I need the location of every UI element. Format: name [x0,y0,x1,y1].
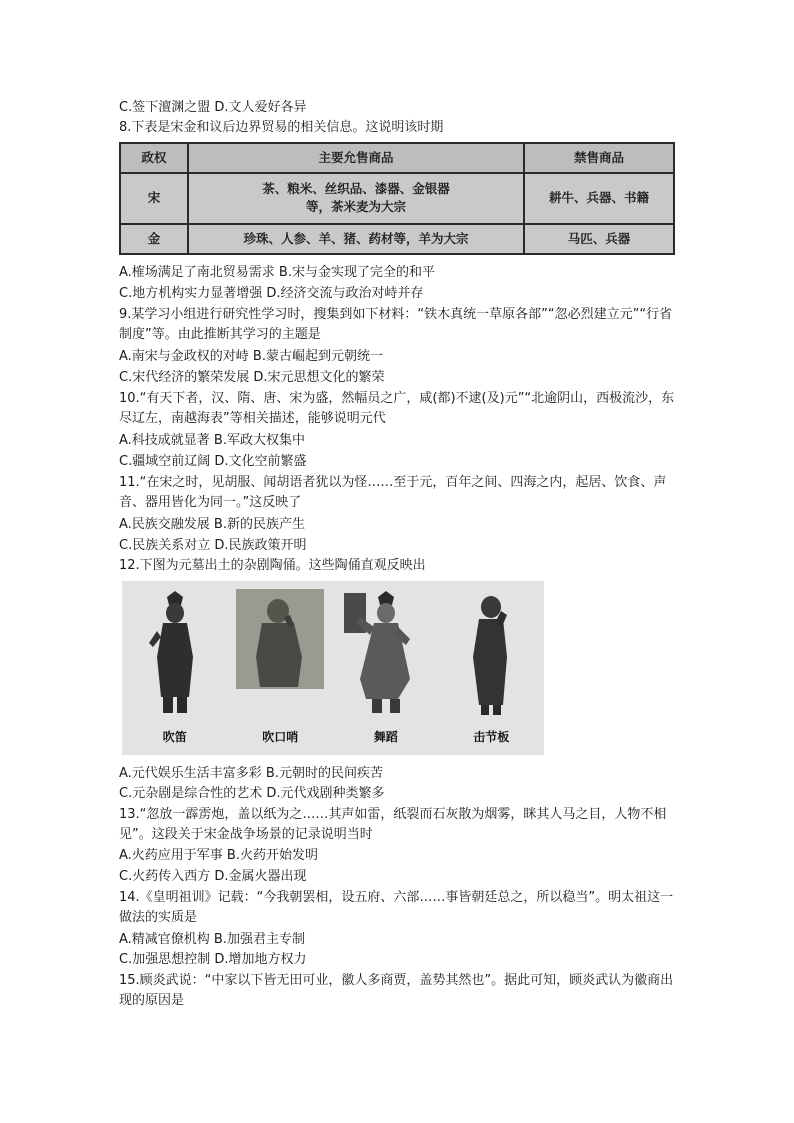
q12-options-ab: A.元代娱乐生活丰富多彩 B.元朝时的民间疾苦 [119,766,383,781]
q8-options-ab: A.榷场满足了南北贸易需求 B.宋与金实现了完全的和平 [119,265,435,280]
figure-caption: 击节板 [473,730,510,744]
q11-options-cd: C.民族关系对立 D.民族政策开明 [119,538,307,553]
figurine-dance [338,581,434,755]
table-cell: 珍珠、人参、羊、猪、药材等，羊为大宗 [188,224,524,254]
q11-options-ab: A.民族交融发展 B.新的民族产生 [119,517,305,532]
q15-stem: 15.顾炎武说：“中家以下皆无田可业，徽人多商贾，盖势其然也”。据此可知，顾炎武认为徽商出现的原因是 [119,973,674,1008]
q13-options-cd: C.火药传入西方 D.金属火器出现 [119,869,307,884]
table-cell: 宋 [120,173,188,225]
figurine-whistle [232,581,328,755]
q14-options-cd: C.加强思想控制 D.增加地方权力 [119,952,307,967]
q13-stem: 13.“忽放一霹雳炮，盖以纸为之……其声如雷，纸裂而石灰散为烟雾，眯其人马之目，人物不相见”。这段关于宋金战争场景的记录说明当时 [119,807,667,842]
figurine-photo-strip [122,581,544,755]
q9-stem: 9.某学习小组进行研究性学习时，搜集到如下材料：“铁木真统一草原各部”“忽必烈建立元”“行省制度”等。由此推断其学习的主题是 [119,307,673,342]
figurine-clapper [443,581,539,755]
q12-stem: 12.下图为元墓出土的杂剧陶俑。这些陶俑直观反映出 [119,558,426,573]
figure-caption: 舞蹈 [373,730,398,744]
figurine-whistle-image [232,587,328,727]
q7-options-cd: C.签下澶渊之盟 D.文人爱好各异 [119,100,307,115]
table-header-cell: 政权 [120,143,188,173]
trade-table [119,142,675,255]
q11-stem: 11.“在宋之时，见胡服、闻胡语者犹以为怪……至于元，百年之间、四海之内，起居、饮食、声音、器用皆化为同一。”这反映了 [119,475,667,510]
table-cell: 金 [120,224,188,254]
figurine-clapper-image [443,587,539,727]
table-header-row [120,143,674,173]
q12-options-cd: C.元杂剧是综合性的艺术 D.元代戏剧种类繁多 [119,786,385,801]
table-cell: 马匹、兵器 [524,224,674,254]
q8-options-cd: C.地方机构实力显著增强 D.经济交流与政治对峙并存 [119,286,424,301]
figure-caption: 吹笛 [162,730,187,744]
q10-options-ab: A.科技成就显著 B.军政大权集中 [119,433,305,448]
table-row [120,224,674,254]
table-header-cell: 禁售商品 [524,143,674,173]
q9-options-ab: A.南宋与金政权的对峙 B.蒙古崛起到元朝统一 [119,349,383,364]
q14-options-ab: A.精减官僚机构 B.加强君主专制 [119,932,305,947]
table-header-cell: 主要允售商品 [188,143,524,173]
q9-options-cd: C.宋代经济的繁荣发展 D.宋元思想文化的繁荣 [119,370,385,385]
q8-stem: 8.下表是宋金和议后边界贸易的相关信息。这说明该时期 [119,120,444,135]
table-row [120,173,674,225]
figurine-flute-image [127,587,223,727]
q10-options-cd: C.疆域空前辽阔 D.文化空前繁盛 [119,454,307,469]
table-cell: 耕牛、兵器、书籍 [524,173,674,225]
q13-options-ab: A.火药应用于军事 B.火药开始发明 [119,848,318,863]
figurine-flute [127,581,223,755]
q10-stem: 10.“有天下者，汉、隋、唐、宋为盛，然幅员之广，咸(都)不逮(及)元”“北逾阴山，西极流沙，东尽辽左，南越海表”等相关描述，能够说明元代 [119,391,675,426]
figure-caption: 吹口哨 [262,730,299,744]
q14-stem: 14.《皇明祖训》记载：“今我朝罢相，设五府、六部……事皆朝廷总之，所以稳当”。明太祖这一做法的实质是 [119,890,674,925]
table-cell: 茶、粮米、丝织品、漆器、金银器等，茶米麦为大宗 [188,173,524,225]
figurine-dance-image [338,587,434,727]
